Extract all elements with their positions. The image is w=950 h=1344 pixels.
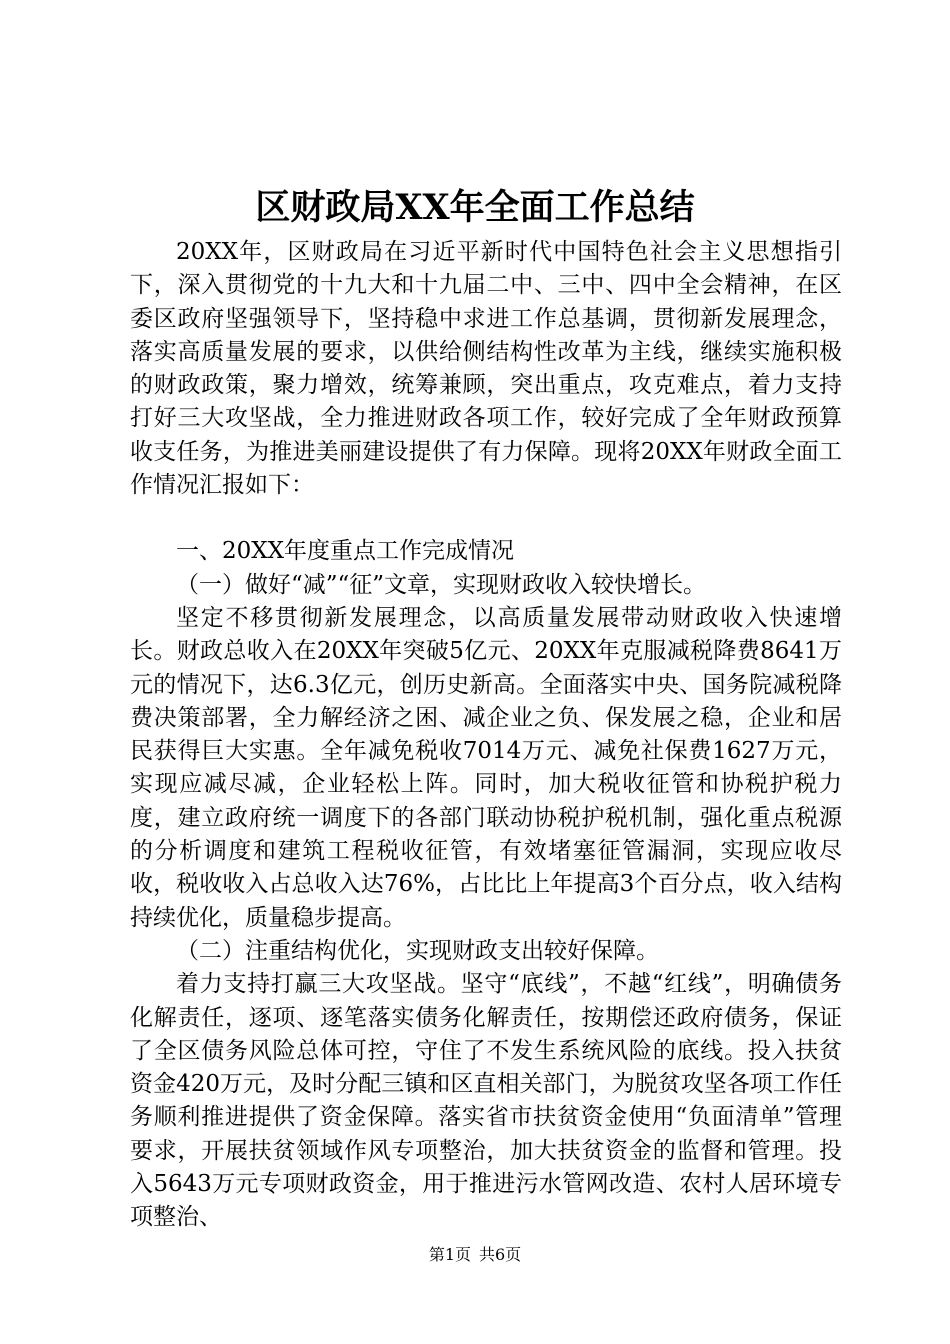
subsection-heading-1: （一）做好“减”“征”文章，实现财政收入较快增长。 [176, 571, 707, 598]
section-heading: 一、20XX年度重点工作完成情况 [176, 538, 515, 565]
document-body [130, 236, 842, 1235]
expenditure-paragraph: 着力支持打赢三大攻坚战。坚守“底线”，不越“红线”，明确债务化解责任，逐项、逐笔落实债务化解责任，按期偿还政府债务，保证了全区债务风险总体可控，守住了不发生系统风险的底线。投入扶贫资金420万元，及时分配三镇和区直相关部门，为脱贫攻坚各项工作任务顺利推进提供了资金保障。落实省市扶贫资金使用“负面清单”管理要求，开展扶贫领域作风专项整治，加大扶贫资金的监督和管理。投入5643万元专项财政资金，用于推进污水管网改造、农村人居环境专项整治、 [130, 971, 842, 1231]
document-title: 区财政局XX年全面工作总结 [255, 187, 695, 228]
page-footer [0, 1245, 950, 1265]
page-total: 共6页 [479, 1245, 522, 1264]
paragraph-spacer [130, 502, 842, 535]
page-number: 第1页 [428, 1245, 471, 1264]
revenue-paragraph: 坚定不移贯彻新发展理念，以高质量发展带动财政收入快速增长。财政总收入在20XX年突破5亿元、20XX年克服减税降费8641万元的情况下，达6.3亿元，创历史新高。全面落实中央、国务院减税降费决策部署，全力解经济之困、减企业之负、保发展之稳，企业和居民获得巨大实惠。全年减免税收7014万元、减免社保费1627万元，实现应减尽减，企业轻松上阵。同时，加大税收征管和协税护税力度，建立政府统一调度下的各部门联动协税护税机制，强化重点税源的分析调度和建筑工程税收征管，有效堵塞征管漏洞，实现应收尽收，税收收入占总收入达76%，占比比上年提高3个百分点，收入结构持续优化，质量稳步提高。 [130, 604, 842, 931]
subsection-heading-2: （二）注重结构优化，实现财政支出较好保障。 [176, 937, 659, 964]
intro-paragraph: 20XX年，区财政局在习近平新时代中国特色社会主义思想指引下，深入贯彻党的十九大和十九届二中、三中、四中全会精神，在区委区政府坚强领导下，坚持稳中求进工作总基调，贯彻新发展理念，落实高质量发展的要求，以供给侧结构性改革为主线，继续实施积极的财政政策，聚力增效，统筹兼顾，突出重点，攻克难点，着力支持打好三大攻坚战，全力推进财政各项工作，较好完成了全年财政预算收支任务，为推进美丽建设提供了有力保障。现将20XX年财政全面工作情况汇报如下： [130, 239, 842, 499]
